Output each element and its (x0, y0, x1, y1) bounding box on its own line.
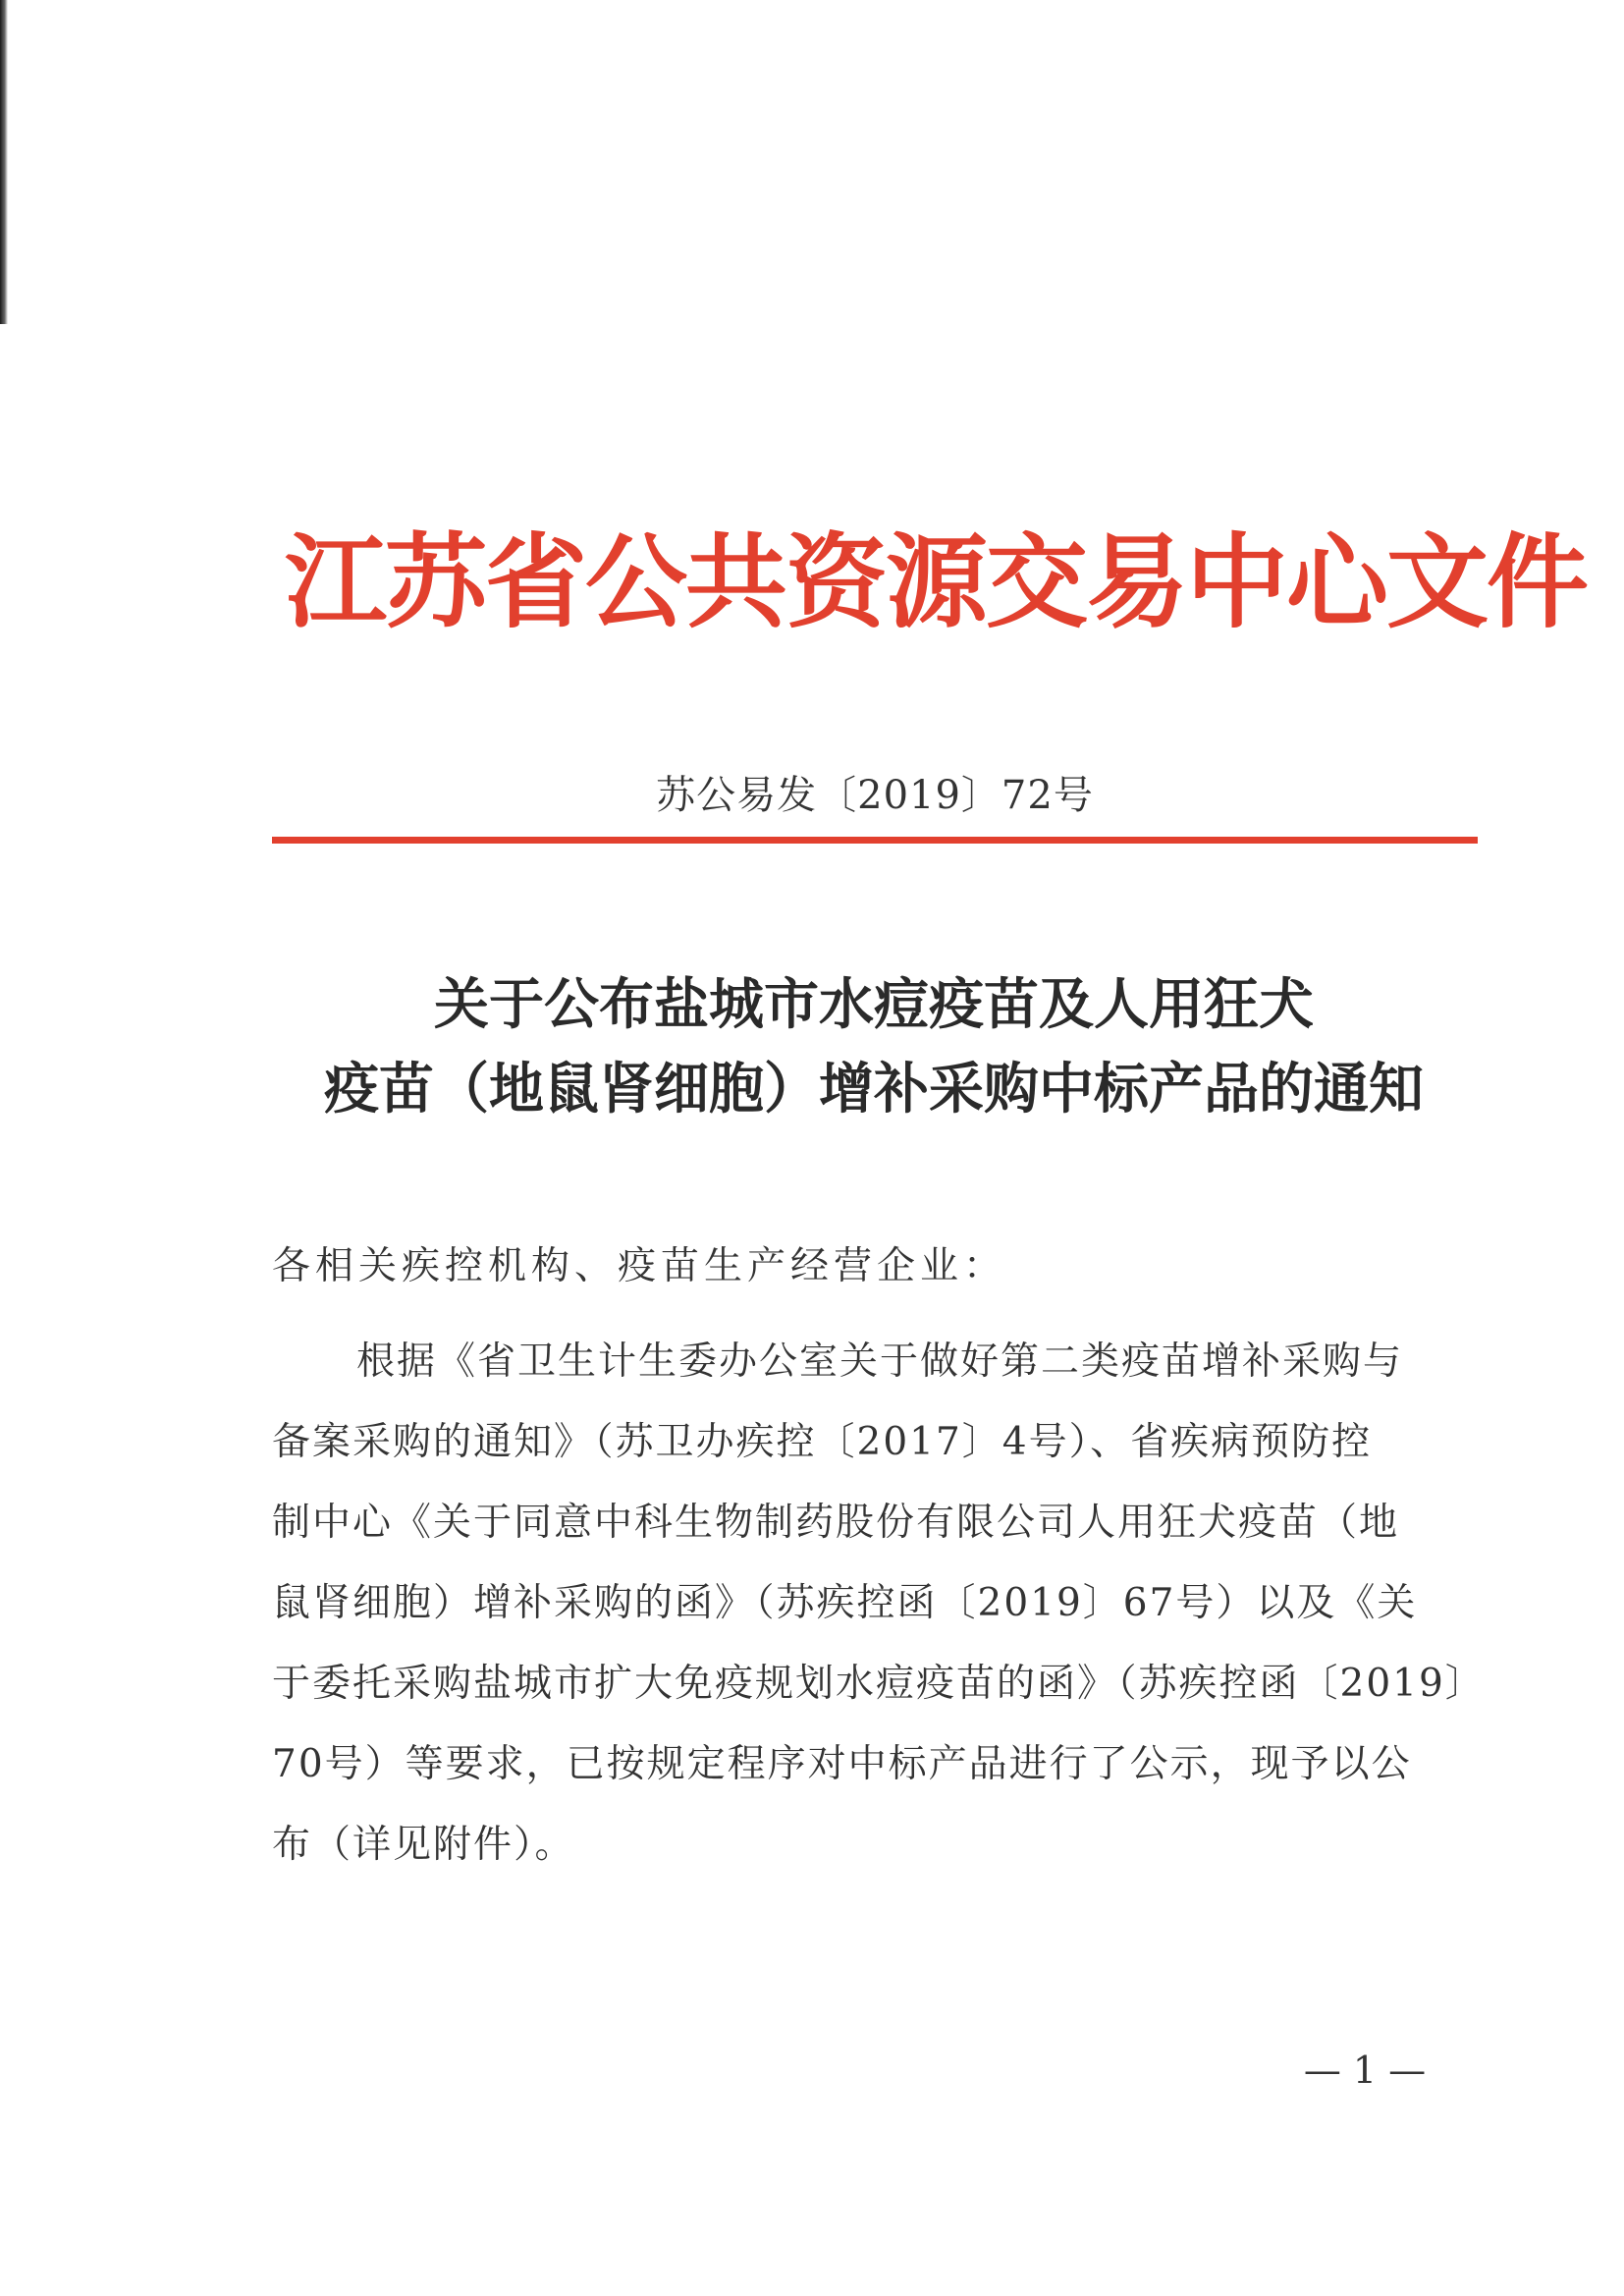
body-line-6: 70号）等要求，已按规定程序对中标产品进行了公示，现予以公 (272, 1742, 1412, 1786)
scan-edge-shadow (0, 0, 8, 324)
body-line-1: 根据《省卫生计生委办公室关于做好第二类疫苗增补采购与 (356, 1339, 1404, 1384)
body-line-4: 鼠肾细胞）增补采购的函》（苏疾控函〔2019〕67号）以及《关 (272, 1581, 1418, 1625)
notice-title-line-1: 关于公布盐城市水痘疫苗及人用狂犬 (434, 972, 1314, 1037)
body-paragraph (272, 1322, 1509, 1886)
page-number: — 1 — (1303, 2049, 1427, 2092)
body-line-7: 布（详见附件）。 (272, 1823, 575, 1867)
body-line-2: 备案采购的通知》（苏卫办疾控〔2017〕4号）、省疾病预防控 (272, 1420, 1373, 1464)
salutation: 各相关疾控机构、疫苗生产经营企业： (272, 1244, 1007, 1288)
notice-title-line-2: 疫苗（地鼠肾细胞）增补采购中标产品的通知 (324, 1057, 1424, 1121)
body-line-3: 制中心《关于同意中科生物制药股份有限公司人用狂犬疫苗（地 (272, 1501, 1400, 1545)
document-number: 苏公易发〔2019〕72号 (656, 773, 1094, 818)
body-line-5: 于委托采购盐城市扩大免疫规划水痘疫苗的函》（苏疾控函〔2019〕 (272, 1662, 1486, 1706)
red-divider-rule (272, 837, 1478, 844)
issuer-letterhead: 江苏省公共资源交易中心文件 (285, 522, 1588, 642)
notice-title (255, 962, 1492, 1131)
